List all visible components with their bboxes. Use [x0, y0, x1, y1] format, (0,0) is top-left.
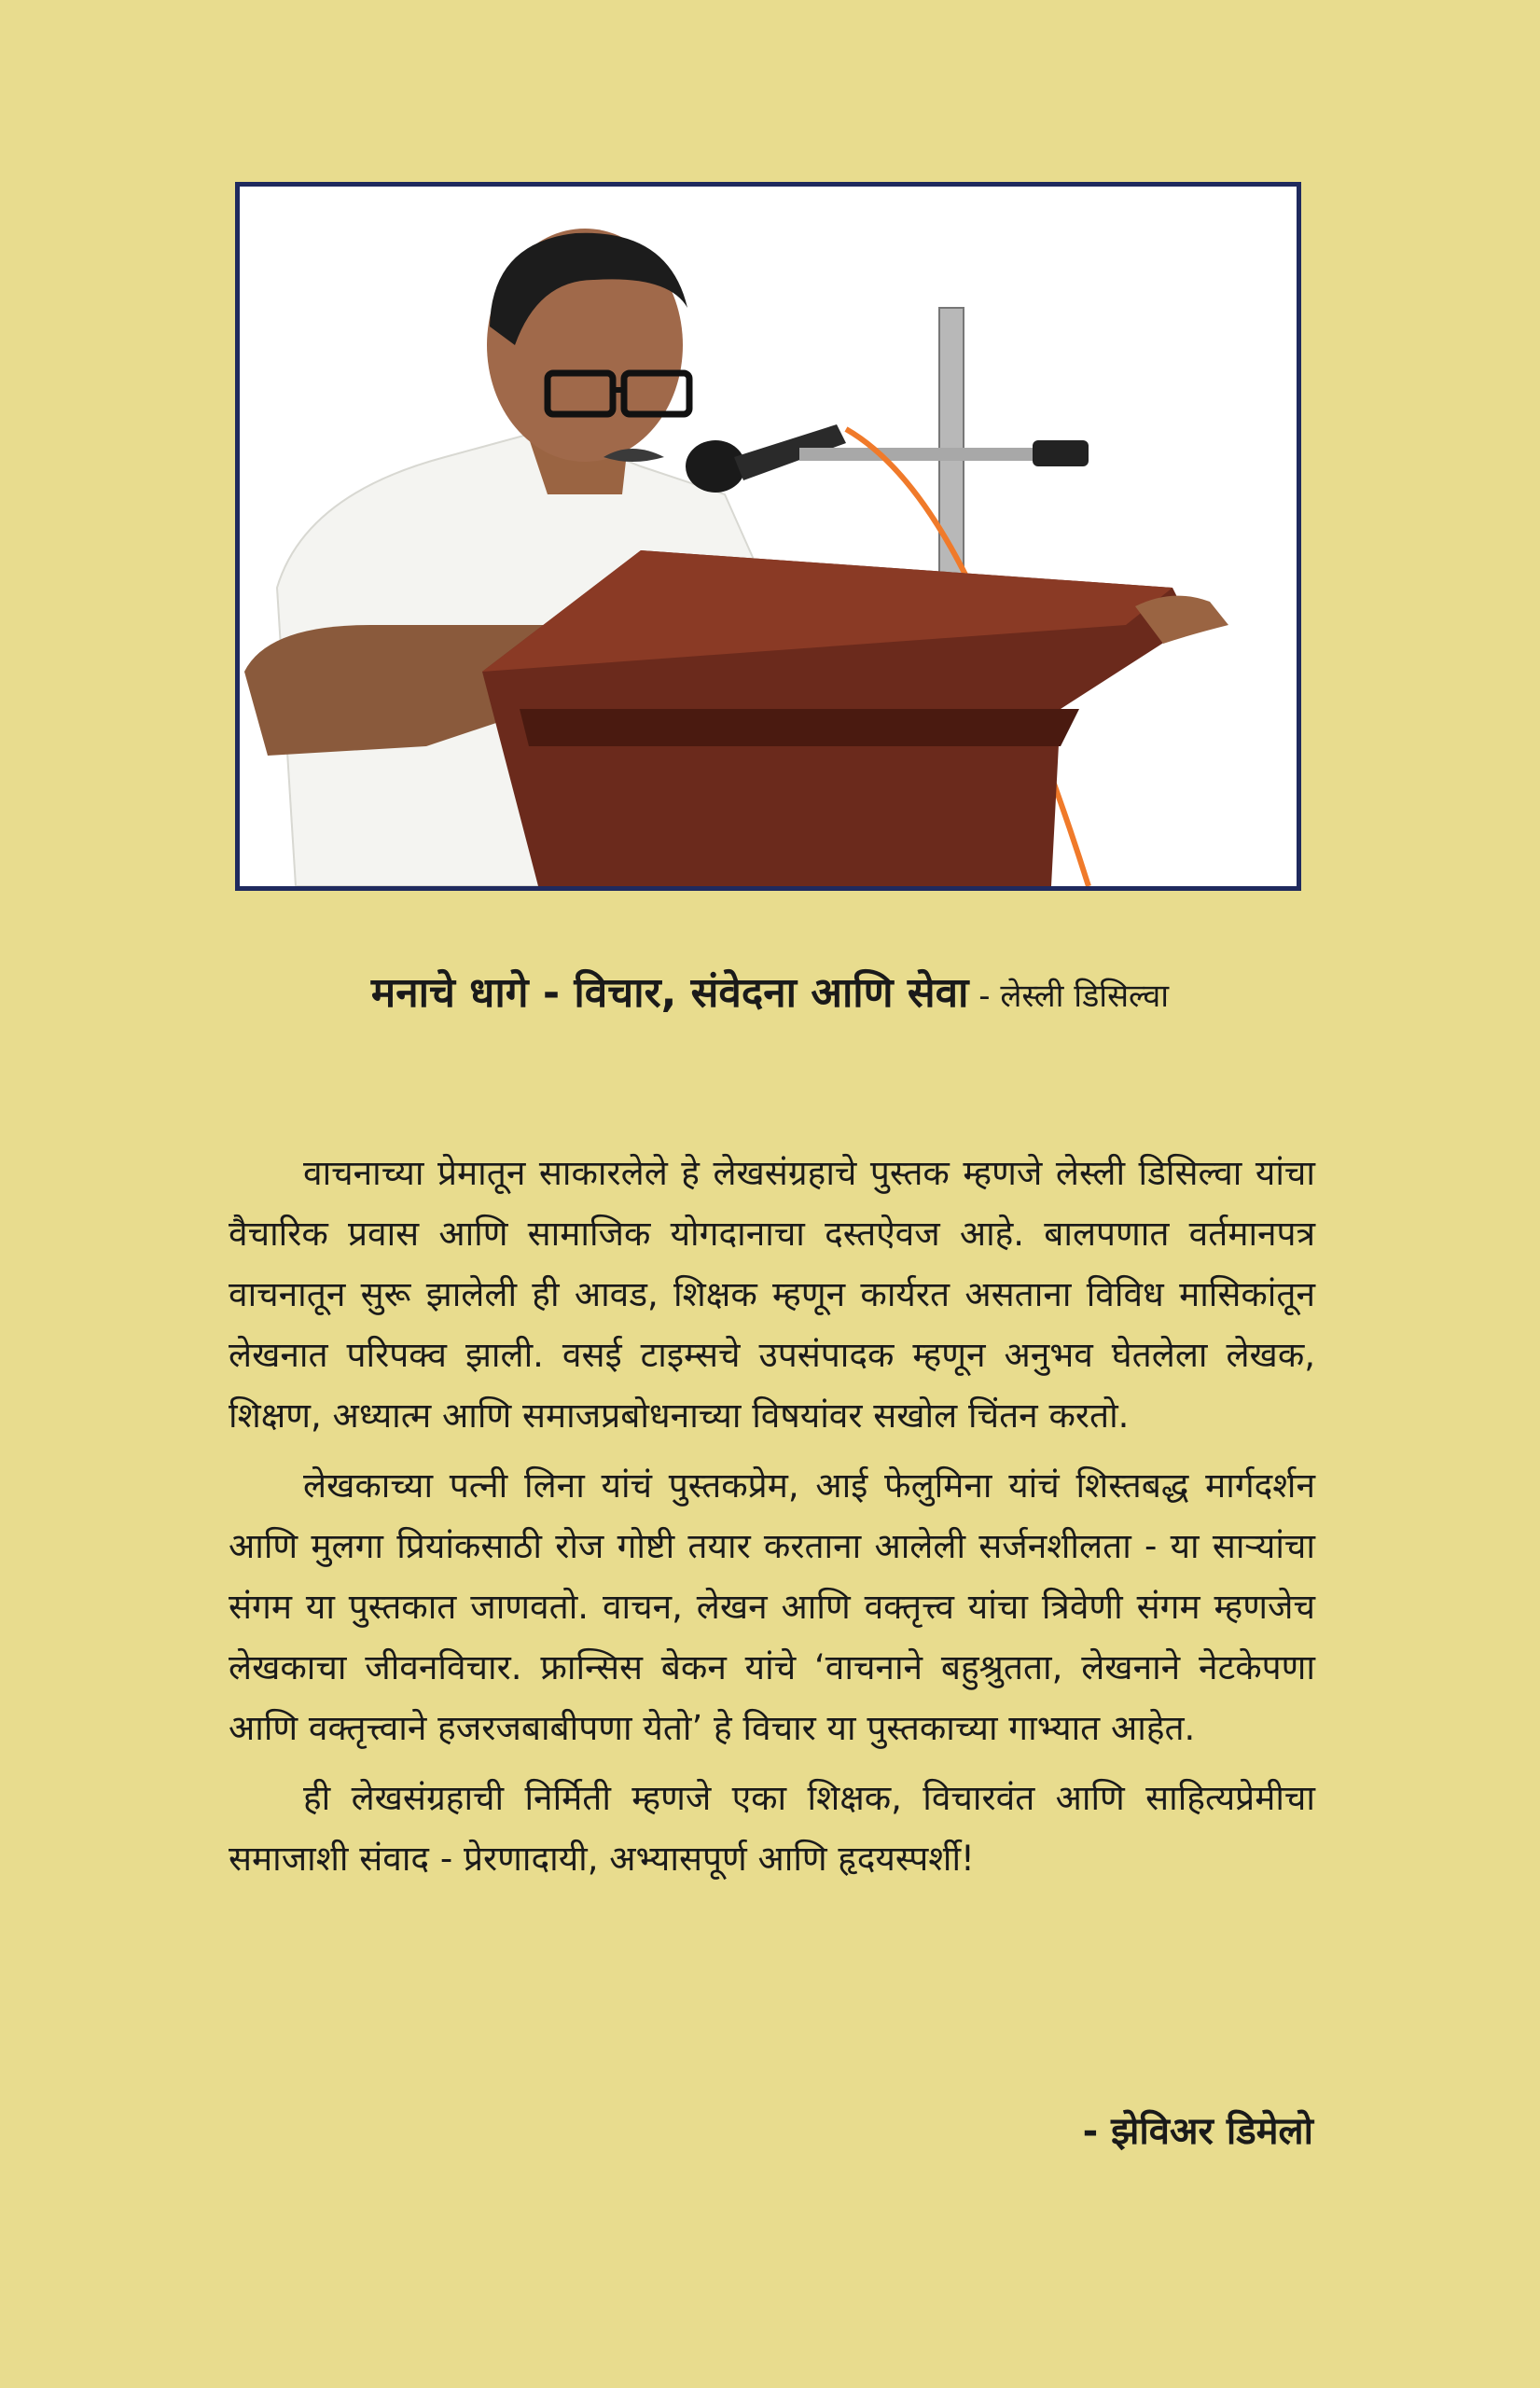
book-title: मनाचे धागे - विचार, संवेदना आणि सेवा — [370, 969, 969, 1017]
blurb-text — [229, 1143, 1315, 1898]
reviewer-signature: - झेविअर डिमेलो — [1082, 2110, 1313, 2153]
blurb-paragraph-2: लेखकाच्या पत्नी लिना यांचं पुस्तकप्रेम, आई फेलुमिना यांचं शिस्तबद्ध मार्गदर्शन आणि मुलगा प्रियांकसाठी रोज गोष्टी तयार करताना आलेली सर्जनशीलता - या साऱ्यांचा संगम या पुस्तकात जाणवतो. वाचन, लेखन आणि वक्तृत्त्व यांचा त्रिवेणी संगम म्हणजेच लेखकाचा जीवनविचार. फ्रान्सिस बेकन यांचे ‘वाचनाने बहुश्रुतता, लेखनाने नेटकेपणा आणि वक्तृत्त्वाने हजरजबाबीपणा येतो’ हे विचार या पुस्तकाच्या गाभ्यात आहेत. — [229, 1465, 1315, 1748]
blurb-paragraph-1: वाचनाच्या प्रेमातून साकारलेले हे लेखसंग्रहाचे पुस्तक म्हणजे लेस्ली डिसिल्वा यांचा वैचारिक प्रवास आणि सामाजिक योगदानाचा दस्तऐवज आहे. बालपणात वर्तमानपत्र वाचनातून सुरू झालेली ही आवड, शिक्षक म्हणून कार्यरत असताना विविध मासिकांतून लेखनात परिपक्व झाली. वसई टाइम्सचे उपसंपादक म्हणून अनुभव घेतलेला लेखक, शिक्षण, अध्यात्म आणि समाजप्रबोधनाच्या विषयांवर सखोल चिंतन करतो. — [229, 1153, 1315, 1436]
blurb-paragraph-3: ही लेखसंग्रहाची निर्मिती म्हणजे एका शिक्षक, विचारवंत आणि साहित्यप्रेमीचा समाजाशी संवाद - प्रेरणादायी, अभ्यासपूर्ण आणि हृदयस्पर्शी! — [229, 1778, 1315, 1879]
book-title-line — [0, 965, 1540, 1024]
author-photo — [235, 182, 1301, 891]
book-author: - लेस्ली डिसिल्वा — [968, 978, 1170, 1015]
speaker-at-podium-icon — [240, 187, 1297, 886]
